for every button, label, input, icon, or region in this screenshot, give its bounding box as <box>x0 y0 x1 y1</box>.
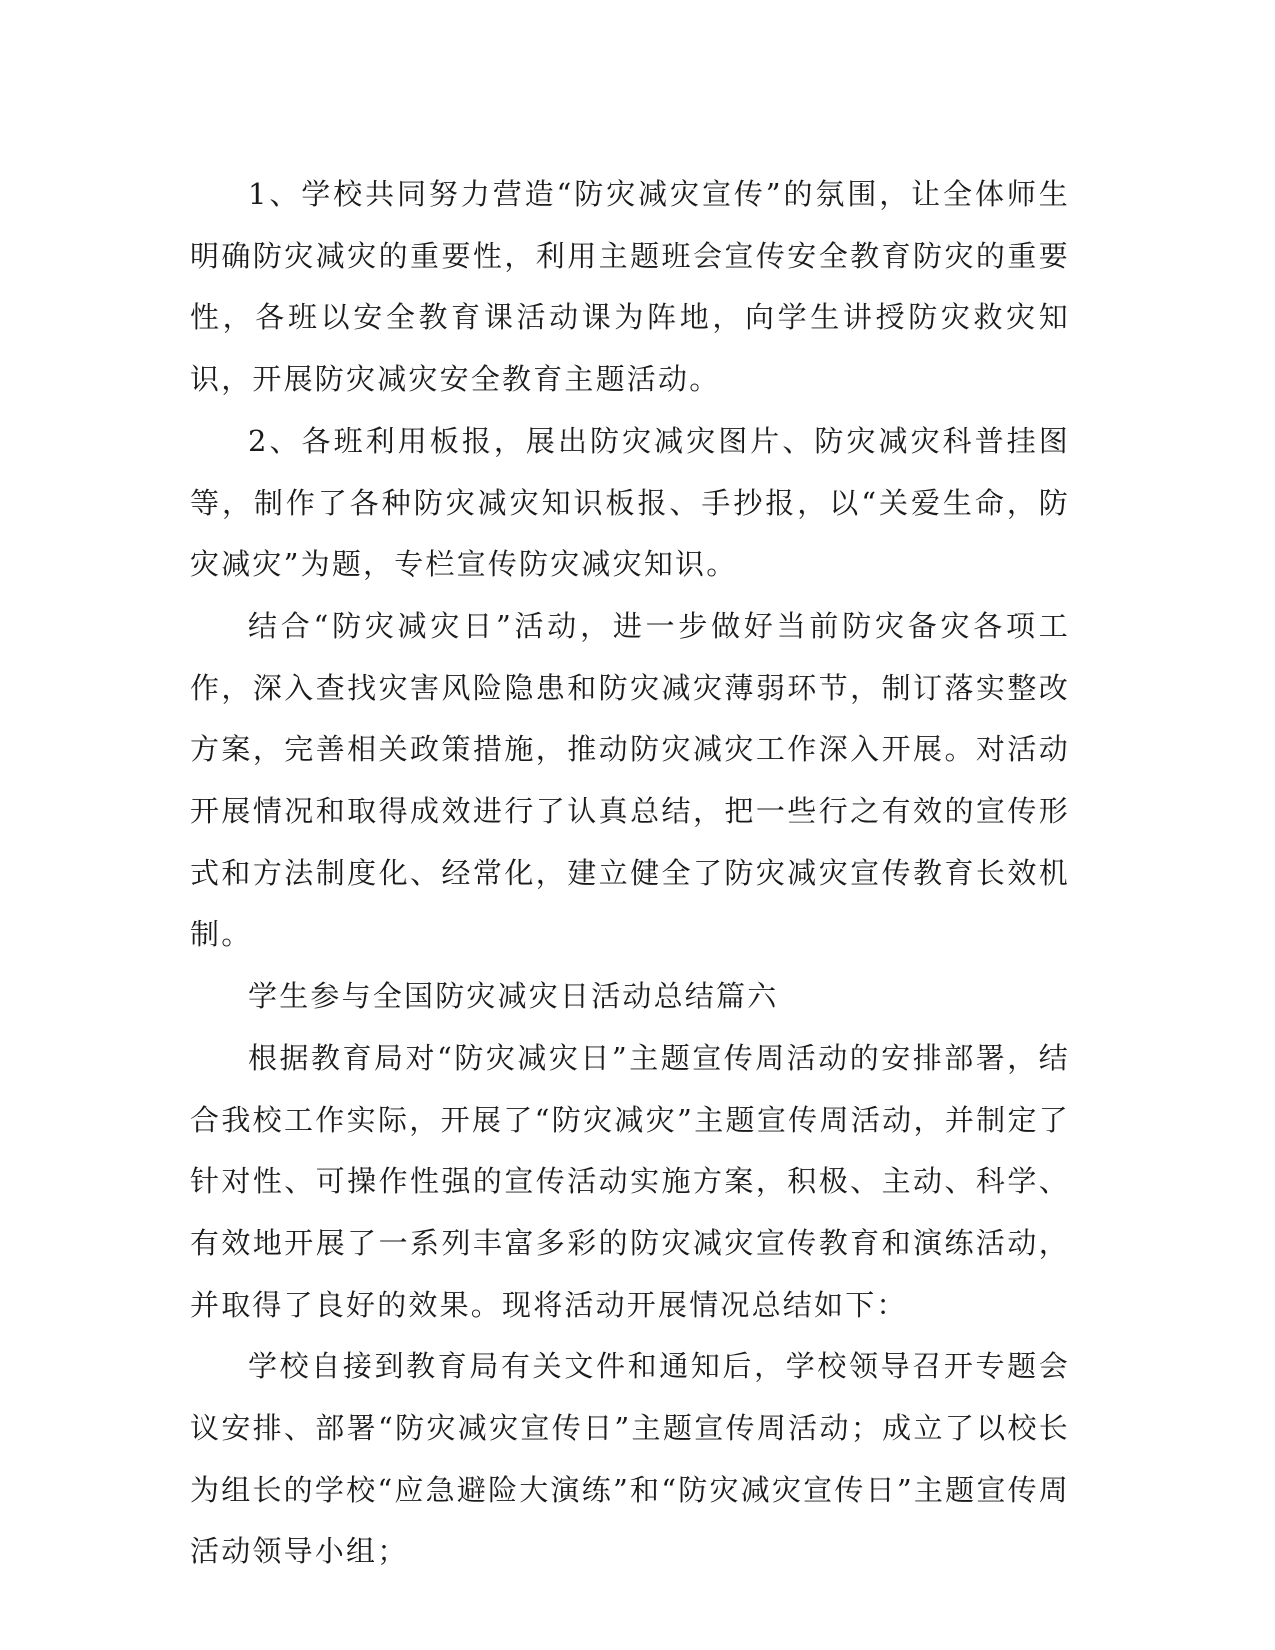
paragraph-1: 1、学校共同努力营造“防灾减灾宣传”的氛围，让全体师生明确防灾减灾的重要性，利用主题班会宣传安全教育防灾的重要性，各班以安全教育课活动课为阵地，向学生讲授防灾救灾知识，开展防灾减灾安全教育主题活动。 <box>190 177 1070 397</box>
section-paragraph-2: 学校自接到教育局有关文件和通知后，学校领导召开专题会议安排、部署“防灾减灾宣传日”主题宣传周活动；成立了以校长为组长的学校“应急避险大演练”和“防灾减灾宣传日”主题宣传周活动领导小组； <box>190 1349 1070 1569</box>
paragraph-3: 结合“防灾减灾日”活动，进一步做好当前防灾备灾各项工作，深入查找灾害风险隐患和防灾减灾薄弱环节，制订落实整改方案，完善相关政策措施，推动防灾减灾工作深入开展。对活动开展情况和取得成效进行了认真总结，把一些行之有效的宣传形式和方法制度化、经常化，建立健全了防灾减灾宣传教育长效机制。 <box>190 608 1070 952</box>
paragraph-2: 2、各班利用板报，展出防灾减灾图片、防灾减灾科普挂图等，制作了各种防灾减灾知识板报、手抄报，以“关爱生命，防灾减灾”为题，专栏宣传防灾减灾知识。 <box>190 423 1070 582</box>
document-body <box>190 164 1070 1583</box>
section-paragraph-1: 根据教育局对“防灾减灾日”主题宣传周活动的安排部署，结合我校工作实际，开展了“防灾减灾”主题宣传周活动，并制定了针对性、可操作性强的宣传活动实施方案，积极、主动、科学、有效地开展了一系列丰富多彩的防灾减灾宣传教育和演练活动，并取得了良好的效果。现将活动开展情况总结如下： <box>190 1040 1070 1322</box>
section-title: 学生参与全国防灾减灾日活动总结篇六 <box>248 979 779 1014</box>
